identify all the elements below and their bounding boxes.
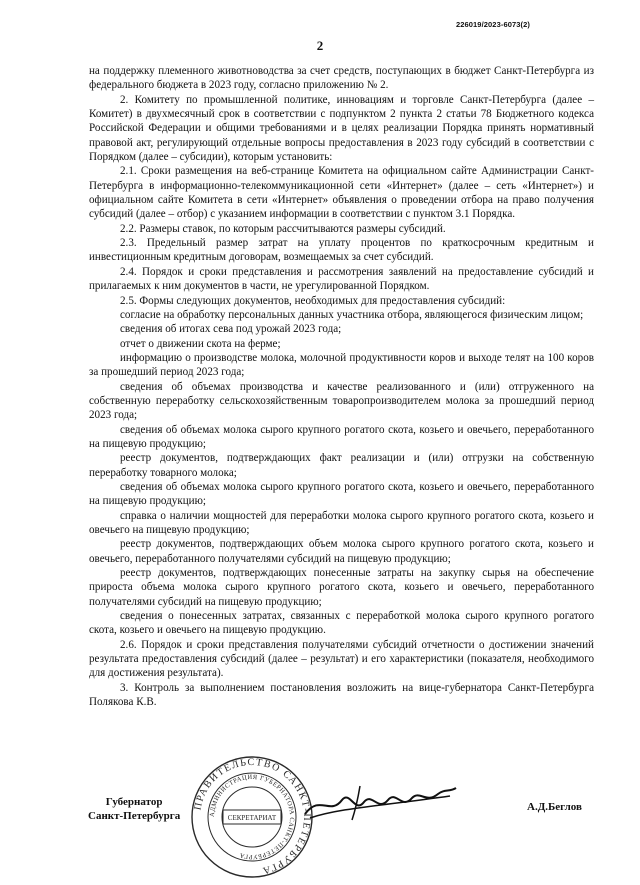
- paragraph: 2.6. Порядок и сроки представления получателями субсидий отчетности о достижении значений результата предоставления субсидий (далее – результат) и его характеристики (показателя, необходимого для достижения результата).: [89, 638, 594, 680]
- paragraph: 2.2. Размеры ставок, по которым рассчитываются размеры субсидий.: [120, 222, 446, 235]
- paragraph: 3. Контроль за выполнением постановления возложить на вице-губернатора Санкт-Петербурга Полякова К.В.: [89, 681, 594, 709]
- list-item: реестр документов, подтверждающих понесенные затраты на закупку сырья на обеспечение прироста объема молока сырого крупного рогатого скота, козьего и овечьего, переработанного получателями субсидий на пищевую продукцию;: [89, 567, 594, 608]
- signatory-title: [88, 795, 180, 823]
- seal-outer-text: ПРАВИТЕЛЬСТВО САНКТ-ПЕТЕРБУРГА: [192, 756, 313, 877]
- list-item: сведения об итогах сева под урожай 2023 года;: [120, 323, 342, 336]
- list-item: справка о наличии мощностей для переработки молока сырого крупного рогатого скота, козьего и овечьего на пищевую продукцию;: [89, 509, 594, 536]
- list-item: сведения об объемах производства и качестве реализованного и (или) отгруженного на собственную переработку сельскохозяйственным товаропроизводителем молока за прошедший период 2023 года;: [89, 380, 594, 422]
- paragraph: 2.4. Порядок и сроки представления и рассмотрения заявлений на предоставление субсидий и прилагаемых к ним документов в части, не урегулированной Порядком.: [89, 265, 594, 293]
- list-item: информацию о производстве молока, молочной продуктивности коров и выходе телят на 100 коров за прошедший период 2023 года;: [89, 351, 594, 379]
- signatory-title-line: Санкт-Петербурга: [88, 810, 181, 822]
- paragraph: 2.5. Формы следующих документов, необходимых для предоставления субсидий:: [120, 294, 506, 307]
- list-item: сведения об объемах молока сырого крупного рогатого скота, козьего и овечьего, переработанного на пищевую продукцию;: [89, 423, 594, 450]
- paragraph: 2.3. Предельный размер затрат на уплату процентов по краткосрочным кредитным и инвестиционным кредитным договорам, возмещаемых за счет субсидий.: [89, 237, 594, 264]
- signatory-title-line: Губернатор: [105, 796, 163, 808]
- signatory-name: А.Д.Беглов: [527, 801, 582, 813]
- paragraph: на поддержку племенного животноводства за счет средств, поступающих в бюджет Санкт-Петербурга из федерального бюджета в 2023 году, согласно приложению № 2.: [89, 65, 594, 92]
- list-item: согласие на обработку персональных данных участника отбора, являющегося физическим лицом;: [120, 308, 584, 321]
- list-item: сведения о понесенных затратах, связанных с переработкой молока сырого крупного рогатого скота, козьего и овечьего на пищевую продукцию.: [89, 610, 594, 637]
- official-seal-icon: [190, 755, 314, 879]
- document-body: [89, 64, 594, 709]
- page-number: 2: [316, 38, 324, 53]
- paragraph: 2. Комитету по промышленной политике, инновациям и торговле Санкт-Петербурга (далее – Комитет) в двухмесячный срок в соответствии с подпунктом 2 пункта 2 статьи 78 Бюджетного кодекса Российской Федерации и общими требованиями и в целях реализации Порядка принять нормативный правовой акт, регулирующий отдельные вопросы предоставления в 2023 году субсидий в соответствии с Порядком (далее – субсидии), которым установить:: [89, 93, 594, 164]
- list-item: отчет о движении скота на ферме;: [120, 337, 281, 350]
- list-item: реестр документов, подтверждающих факт реализации и (или) отгрузки на собственную переработку товарного молока;: [89, 452, 594, 479]
- seal-inner-text: АДМИНИСТРАЦИЯ ГУБЕРНАТОРА САНКТ-ПЕТЕРБУРГА: [208, 773, 296, 861]
- seal-center-text: СЕКРЕТАРИАТ: [227, 814, 277, 822]
- handwritten-signature-icon: [300, 774, 460, 834]
- list-item: реестр документов, подтверждающих объем молока сырого крупного рогатого скота, козьего и овечьего, переработанного получателями субсидий на пищевую продукцию;: [89, 538, 594, 565]
- document-id: 226019/2023-6073(2): [455, 20, 530, 29]
- paragraph: 2.1. Сроки размещения на веб-странице Комитета на официальном сайте Администрации Санкт-Петербурга в информационно-телекоммуникационной сети «Интернет» (далее – сеть «Интернет») и официальном сайте Комитета в сети «Интернет» объявления о проведении отбора на право получения субсидий (далее – отбор) с указанием информации в соответствии с пунктом 3.1 Порядка.: [89, 165, 594, 221]
- list-item: сведения об объемах молока сырого крупного рогатого скота, козьего и овечьего, переработанного на пищевую продукцию;: [89, 480, 594, 508]
